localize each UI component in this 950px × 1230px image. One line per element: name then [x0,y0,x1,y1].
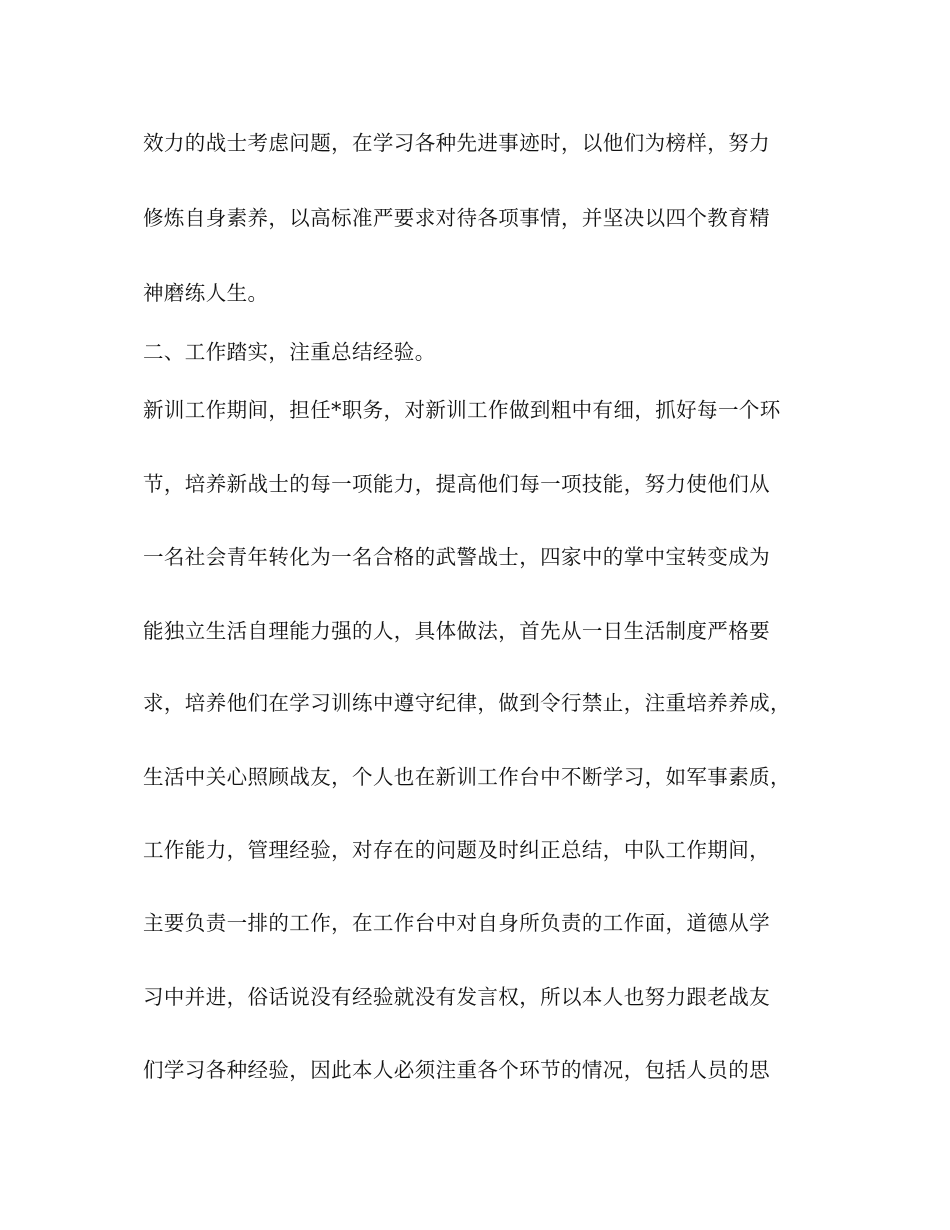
paragraph-line: 新训工作期间，担任*职务，对新训工作做到粗中有细，抓好每一个环 [143,398,781,422]
paragraph-line: 生活中关心照顾战友，个人也在新训工作台中不断学习，如军事素质， [143,765,791,789]
paragraph-line: 效力的战士考虑问题，在学习各种先进事迹时，以他们为榜样，努力 [143,131,770,155]
paragraph-line: 节，培养新战士的每一项能力，提高他们每一项技能，努力使他们从 [143,472,770,496]
section-heading: 二、工作踏实，注重总结经验。 [143,340,436,364]
paragraph-line: 一名社会青年转化为一名合格的武警战士，四家中的掌中宝转变成为 [143,545,770,569]
paragraph-line: 们学习各种经验，因此本人必须注重各个环节的情况，包括人员的思 [143,1058,770,1082]
paragraph-line: 主要负责一排的工作，在工作台中对自身所负责的工作面，道德从学 [143,911,770,935]
paragraph-line: 习中并进，俗话说没有经验就没有发言权，所以本人也努力跟老战友 [143,985,770,1009]
paragraph-line: 能独立生活自理能力强的人，具体做法，首先从一日生活制度严格要 [143,619,770,643]
paragraph-line: 工作能力，管理经验，对存在的问题及时纠正总结，中队工作期间， [143,838,770,862]
paragraph-line: 神磨练人生。 [143,281,269,305]
paragraph-line: 求，培养他们在学习训练中遵守纪律，做到令行禁止，注重培养养成， [143,691,791,715]
paragraph-line: 修炼自身素养，以高标准严要求对待各项事情，并坚决以四个教育精 [143,206,770,230]
